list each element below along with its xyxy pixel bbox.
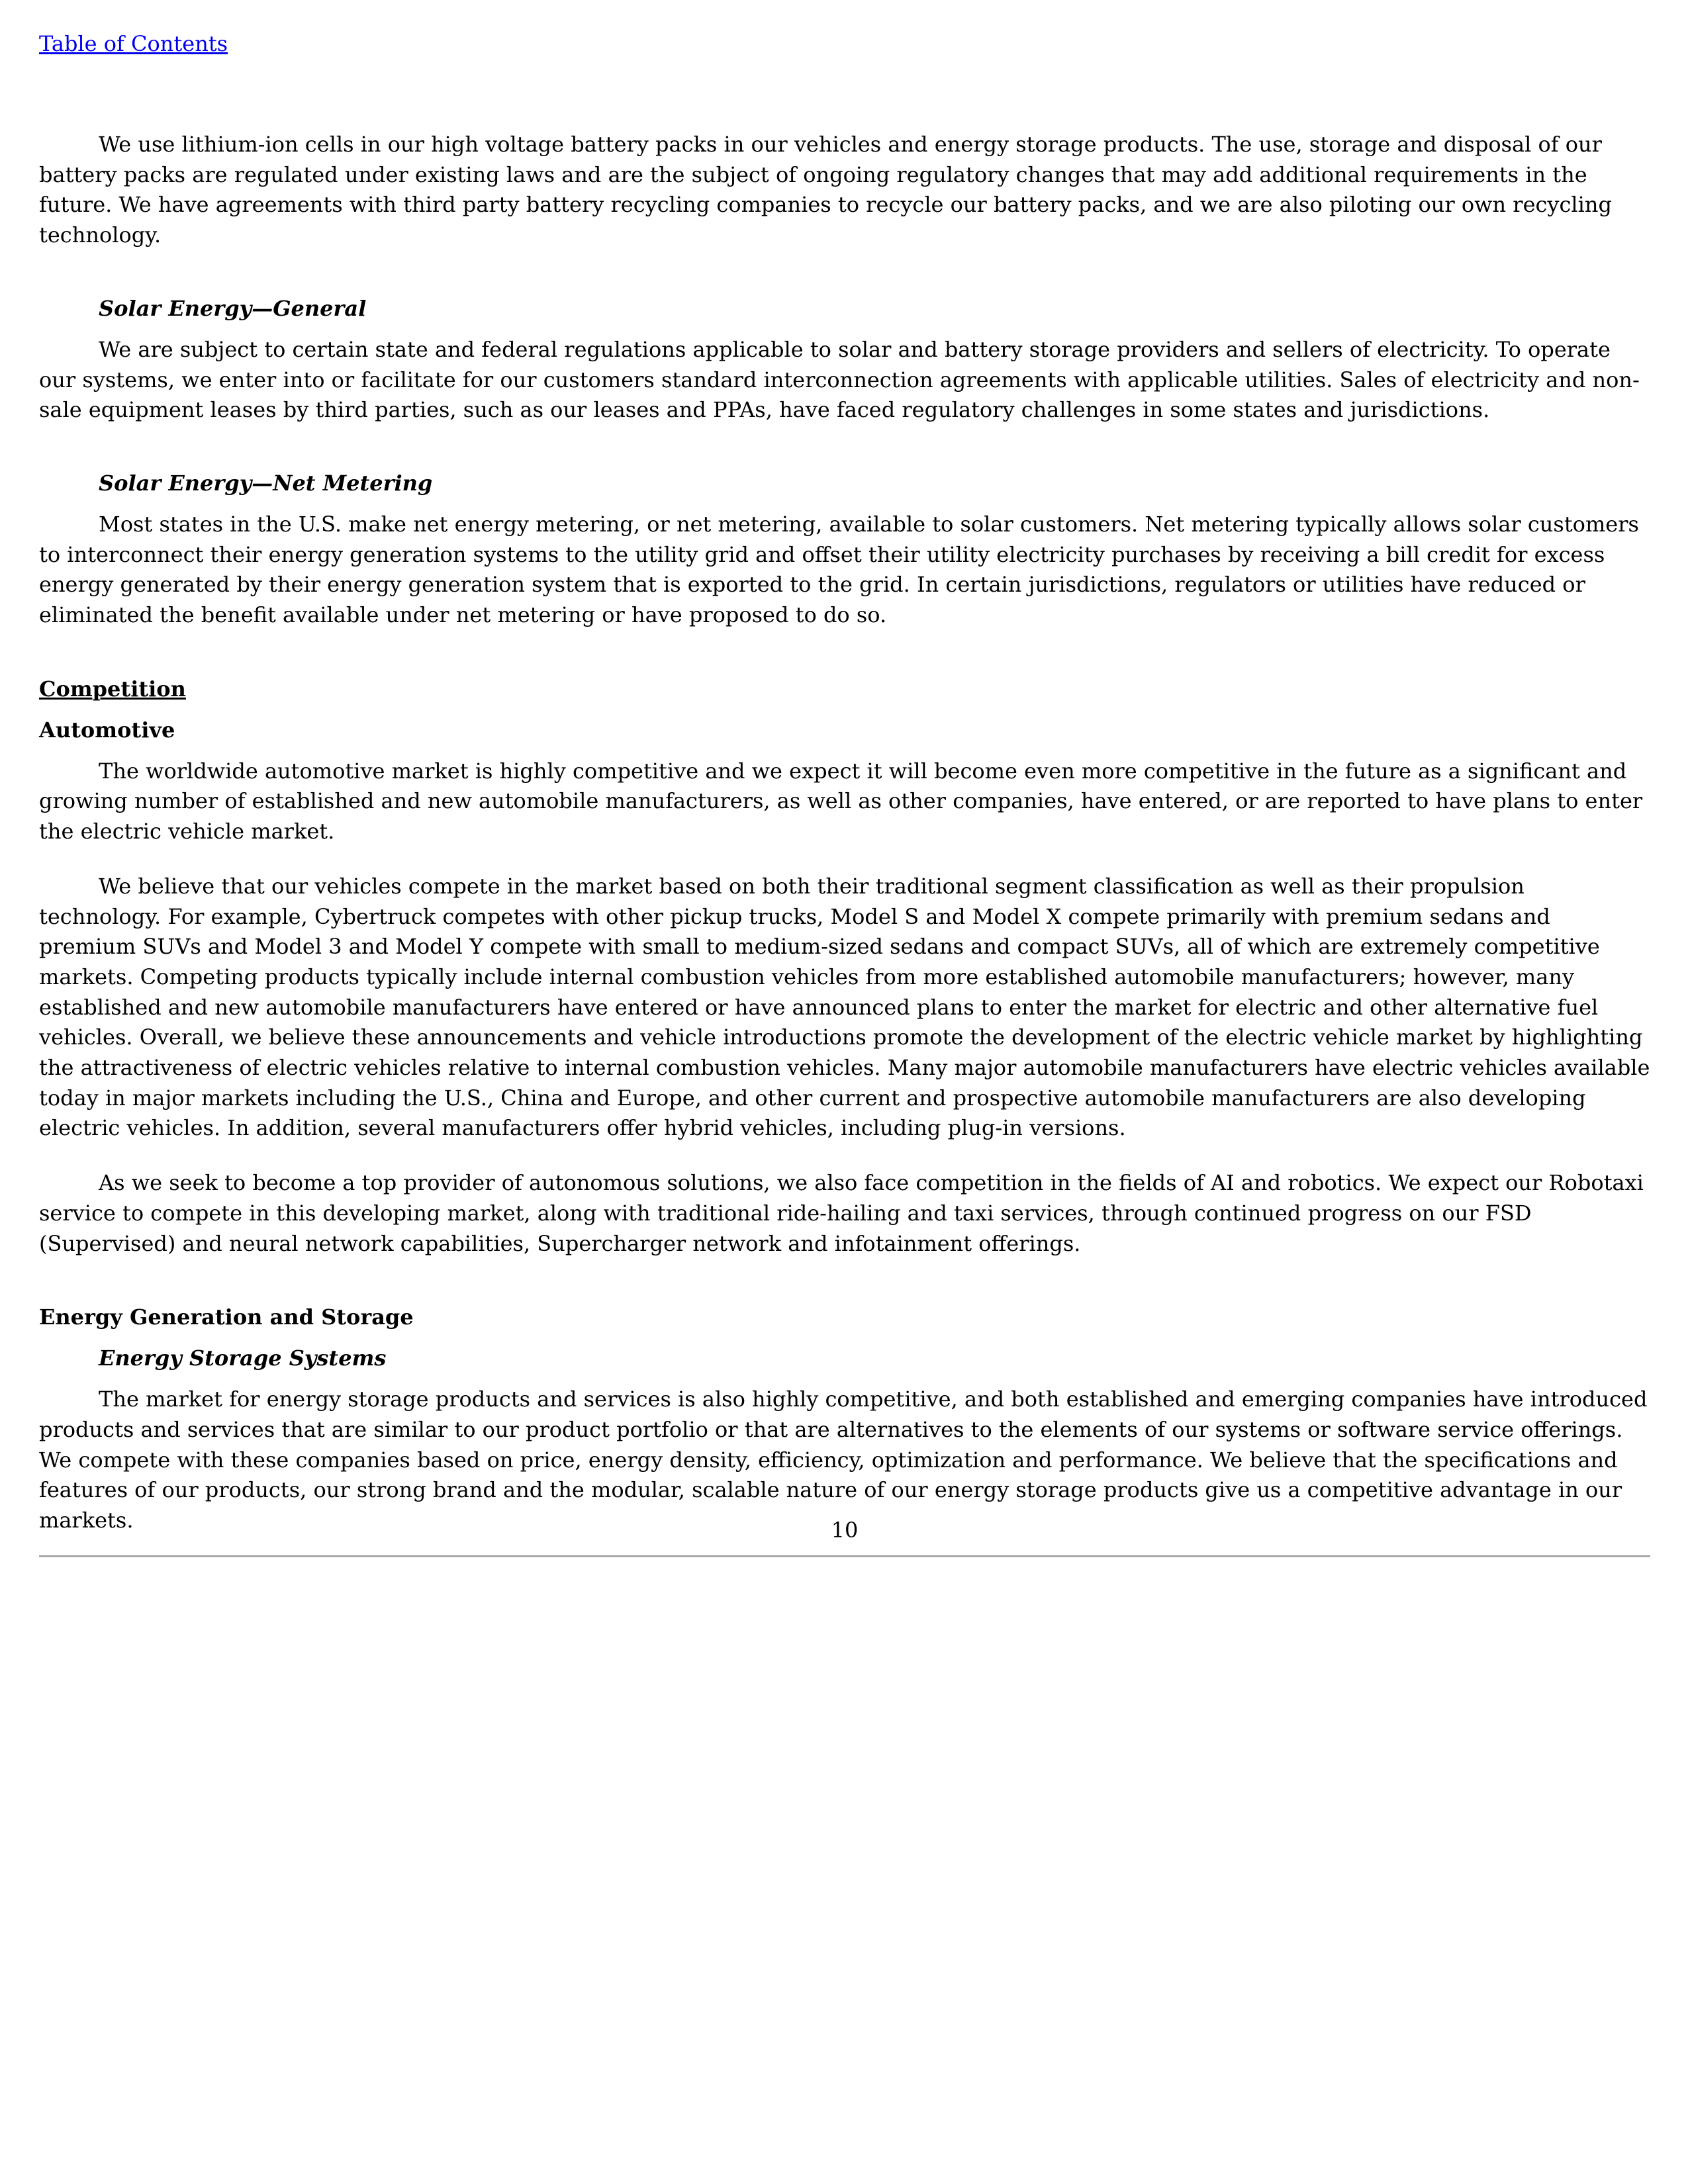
table-of-contents-link[interactable]: Table of Contents	[39, 31, 228, 56]
energy-storage-market-paragraph: The market for energy storage products and services is also highly competitive, and both established and emerging companies have introduced products and services that are similar to our product portfolio or that are alternatives to the elements of our systems or software service offerings. We compete with these companies based on price, energy density, efficiency, optimization and performance. We believe that the specifications and features of our products, our strong brand and the modular, scalable nature of our energy storage products give us a competitive advantage in our markets.	[39, 1387, 1648, 1533]
vehicle-competition-paragraph: We believe that our vehicles compete in the market based on both their traditional segment classification as well as their propulsion technology. For example, Cybertruck competes with other pickup trucks, Model S and Model X compete primarily with premium sedans and premium SUVs and Model 3 and Model Y compete with small to medium-sized sedans and compact SUVs, all of which are extremely competitive markets. Competing products typically include internal combustion vehicles from more established automobile manufacturers; however, many established and new automobile manufacturers have entered or have announced plans to enter the market for electric and other alternative fuel vehicles. Overall, we believe these announcements and vehicle introductions promote the development of the electric vehicle market by highlighting the attractiveness of electric vehicles relative to internal combustion vehicles. Many major automobile manufacturers have electric vehicles available today in major markets including the U.S., China and Europe, and other current and prospective automobile manufacturers are also developing electric vehicles. In addition, several manufacturers offer hybrid vehicles, including plug-in versions.	[39, 873, 1650, 1141]
competition-heading: Competition	[39, 676, 186, 702]
energy-generation-storage-heading: Energy Generation and Storage	[39, 1304, 414, 1330]
autonomous-competition-paragraph: As we seek to become a top provider of autonomous solutions, we also face competition in the fields of AI and robotics. We expect our Robotaxi service to compete in this developing market, along with traditional ride-hailing and taxi services, through continued progress on our FSD (Supervised) and neural network capabilities, Supercharger network and infotainment offerings.	[39, 1170, 1644, 1256]
battery-regulation-paragraph: We use lithium-ion cells in our high voltage battery packs in our vehicles and energy storage products. The use, storage and disposal of our battery packs are regulated under existing laws and are the subject of ongoing regulatory changes that may add additional requirements in the future. We have agreements with third party battery recycling companies to recycle our battery packs, and we are also piloting our own recycling technology.	[39, 132, 1612, 248]
page-number: 10	[831, 1518, 859, 1543]
footer-divider	[39, 1555, 1650, 1557]
net-metering-paragraph: Most states in the U.S. make net energy metering, or net metering, available to solar customers. Net metering typically allows solar customers to interconnect their energy generation systems to the utility grid and offset their utility electricity purchases by receiving a bill credit for excess energy generated by their energy generation system that is exported to the grid. In certain jurisdictions, regulators or utilities have reduced or eliminated the benefit available under net metering or have proposed to do so.	[39, 511, 1639, 628]
automotive-heading: Automotive	[39, 717, 175, 743]
automotive-market-paragraph: The worldwide automotive market is highly competitive and we expect it will become even more competitive in the future as a significant and growing number of established and new automobile manufacturers, as well as other companies, have entered, or are reported to have plans to enter the electric vehicle market.	[39, 758, 1643, 844]
energy-storage-systems-heading: Energy Storage Systems	[99, 1345, 387, 1371]
document-body	[39, 130, 1650, 1561]
solar-general-paragraph: We are subject to certain state and federal regulations applicable to solar and battery storage providers and sellers of electricity. To operate our systems, we enter into or facilitate for our customers standard interconnection agreements with applicable utilities. Sales of electricity and non-sale equipment leases by third parties, such as our leases and PPAs, have faced regulatory challenges in some states and jurisdictions.	[39, 336, 1640, 423]
solar-energy-general-heading: Solar Energy—General	[99, 295, 367, 321]
solar-net-metering-heading: Solar Energy—Net Metering	[99, 470, 433, 496]
